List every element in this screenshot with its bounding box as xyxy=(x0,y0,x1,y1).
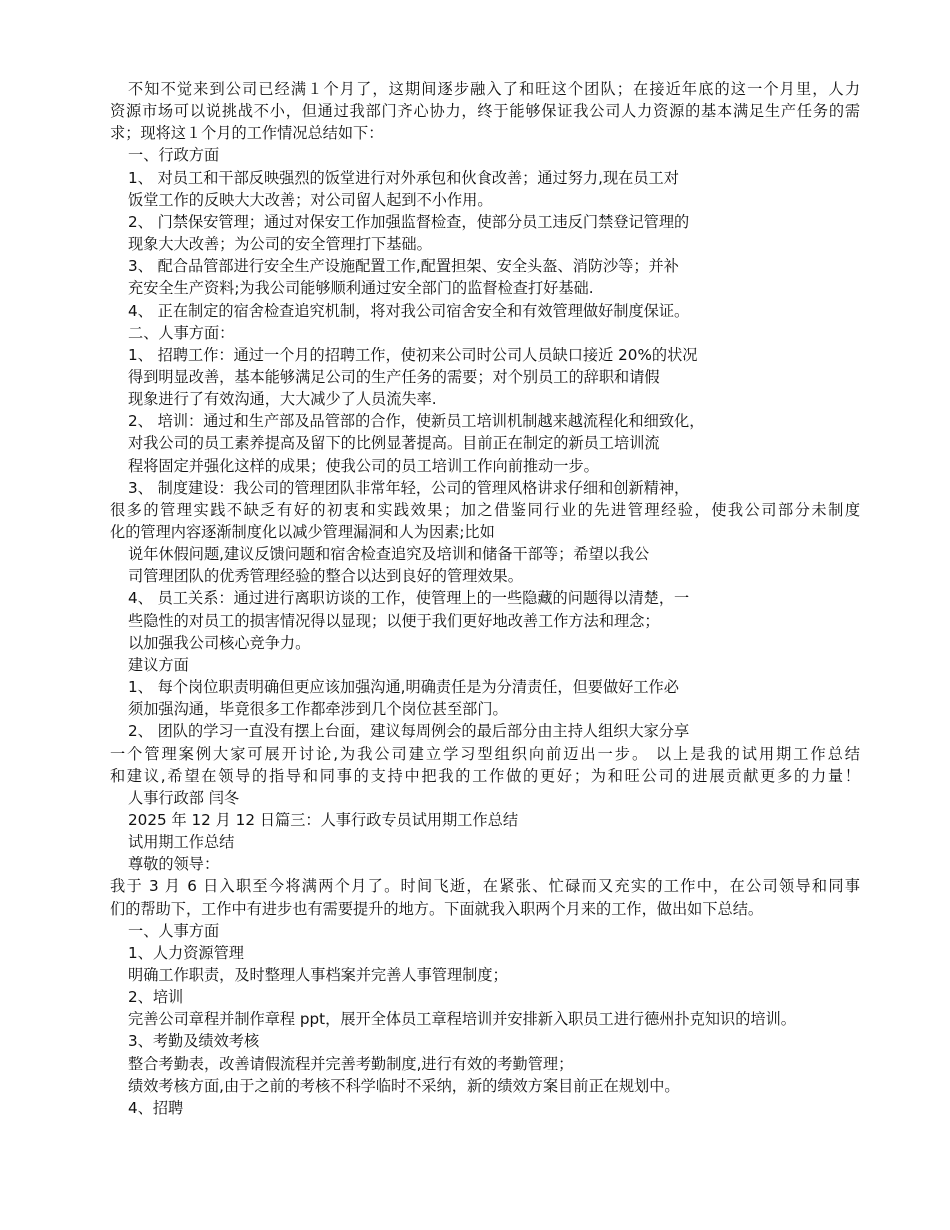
doc-line: 些隐性的对员工的损害情况得以显现；以便于我们更好地改善工作方法和理念； xyxy=(128,611,660,630)
doc-line: 得到明显改善，基本能够满足公司的生产任务的需要；对个别员工的辞职和请假 xyxy=(128,367,660,386)
doc-line: 和建议,希望在领导的指导和同事的支持中把我的工作做的更好；为和旺公司的进展贡献更多的力量！ xyxy=(110,766,860,785)
doc-line: 2025 年 12 月 12 日篇三：人事行政专员试用期工作总结 xyxy=(128,810,519,829)
doc-line: 司管理团队的优秀管理经验的整合以达到良好的管理效果。 xyxy=(128,567,523,586)
doc-line: 绩效考核方面,由于之前的考核不科学临时不采纳，新的绩效方案目前正在规划中。 xyxy=(128,1076,680,1095)
doc-line: 资源市场可以说挑战不小，但通过我部门齐心协力，终于能够保证我公司人力资源的基本满足生产任务的需 xyxy=(110,102,860,121)
doc-line: 化的管理内容逐渐制度化以减少管理漏洞和人为因素;比如 xyxy=(110,523,495,541)
doc-line: 4、 员工关系：通过进行离职访谈的工作，使管理上的一些隐藏的问题得以清楚，一 xyxy=(128,589,690,608)
doc-line: 1、 对员工和干部反映强烈的饭堂进行对外承包和伙食改善；通过努力,现在员工对 xyxy=(128,168,679,187)
doc-line: 2、 门禁保安管理；通过对保安工作加强监督检查，使部分员工违反门禁登记管理的 xyxy=(128,212,690,231)
doc-line: 程将固定并强化这样的成果；使我公司的员工培训工作向前推动一步。 xyxy=(128,456,599,475)
doc-line: 们的帮助下，工作中有进步也有需要提升的地方。下面就我入职两个月来的工作，做出如下总结。 xyxy=(110,899,764,918)
doc-line: 很多的管理实践不缺乏有好的初衷和实践效果；加之借鉴同行业的先进管理经验，使我公司部分未制度 xyxy=(110,500,860,519)
doc-line: 现象进行了有效沟通，大大减少了人员流失率. xyxy=(128,390,437,409)
doc-line: 充安全生产资料;为我公司能够顺利通过安全部门的监督检查打好基础. xyxy=(128,279,594,298)
doc-line: 1、 招聘工作：通过一个月的招聘工作，使初来公司时公司人员缺口接近 20%的状况 xyxy=(128,345,698,364)
doc-line: 2、培训 xyxy=(128,988,184,1007)
doc-line: 明确工作职责，及时整理人事档案并完善人事管理制度； xyxy=(128,966,508,984)
doc-line: 说年休假问题,建议反馈问题和宿舍检查追究及培训和储备干部等；希望以我公 xyxy=(128,545,650,564)
doc-line: 尊敬的领导： xyxy=(128,855,220,874)
doc-line: 二、人事方面： xyxy=(128,323,235,342)
doc-line: 一、行政方面 xyxy=(128,146,220,165)
doc-line: 试用期工作总结 xyxy=(128,833,235,852)
doc-line: 3、 制度建设：我公司的管理团队非常年轻，公司的管理风格讲求仔细和创新精神， xyxy=(128,478,690,497)
doc-line: 我于 3 月 6 日入职至今将满两个月了。时间飞逝，在紧张、忙碌而又充实的工作中，在公司领导和同事 xyxy=(110,877,860,896)
doc-line: 3、 配合品管部进行安全生产设施配置工作,配置担架、安全头盔、消防沙等；并补 xyxy=(128,257,679,276)
doc-line: 2、 团队的学习一直没有摆上台面，建议每周例会的最后部分由主持人组织大家分享 xyxy=(128,722,690,741)
doc-line: 以加强我公司核心竞争力。 xyxy=(128,633,311,652)
doc-line: 人事行政部 闫冬 xyxy=(128,788,240,807)
doc-line: 1、 每个岗位职责明确但更应该加强沟通,明确责任是为分清责任，但要做好工作必 xyxy=(128,678,679,697)
doc-line: 4、招聘 xyxy=(128,1098,184,1117)
doc-line: 建议方面 xyxy=(128,655,189,674)
doc-line: 一个管理案例大家可展开讨论,为我公司建立学习型组织向前迈出一步。 以上是我的试用期工作总结 xyxy=(110,744,860,763)
doc-line: 整合考勤表，改善请假流程并完善考勤制度,进行有效的考勤管理； xyxy=(128,1054,574,1073)
doc-line: 现象大大改善；为公司的安全管理打下基础。 xyxy=(128,235,432,254)
doc-line: 饭堂工作的反映大大改善；对公司留人起到不小作用。 xyxy=(128,190,493,209)
doc-line: 1、人力资源管理 xyxy=(128,943,244,962)
doc-line: 求；现将这１个月的工作情况总结如下： xyxy=(110,124,384,143)
doc-line: 一、人事方面 xyxy=(128,921,220,940)
doc-line: 须加强沟通，毕竟很多工作都牵涉到几个岗位甚至部门。 xyxy=(128,700,508,719)
doc-line: 4、 正在制定的宿舍检查追究机制，将对我公司宿舍安全和有效管理做好制度保证。 xyxy=(128,301,690,320)
doc-line: 3、考勤及绩效考核 xyxy=(128,1032,260,1051)
doc-line: 完善公司章程并制作章程 ppt，展开全体员工章程培训并安排新入职员工进行德州扑克知识的培训。 xyxy=(128,1010,796,1029)
doc-line: 2、 培训：通过和生产部及品管部的合作，使新员工培训机制越来越流程化和细致化， xyxy=(128,412,705,431)
doc-line: 不知不觉来到公司已经满１个月了，这期间逐步融入了和旺这个团队；在接近年底的这一个月里，人力 xyxy=(128,80,860,98)
doc-line: 对我公司的员工素养提高及留下的比例显著提高。目前正在制定的新员工培训流 xyxy=(128,434,660,453)
